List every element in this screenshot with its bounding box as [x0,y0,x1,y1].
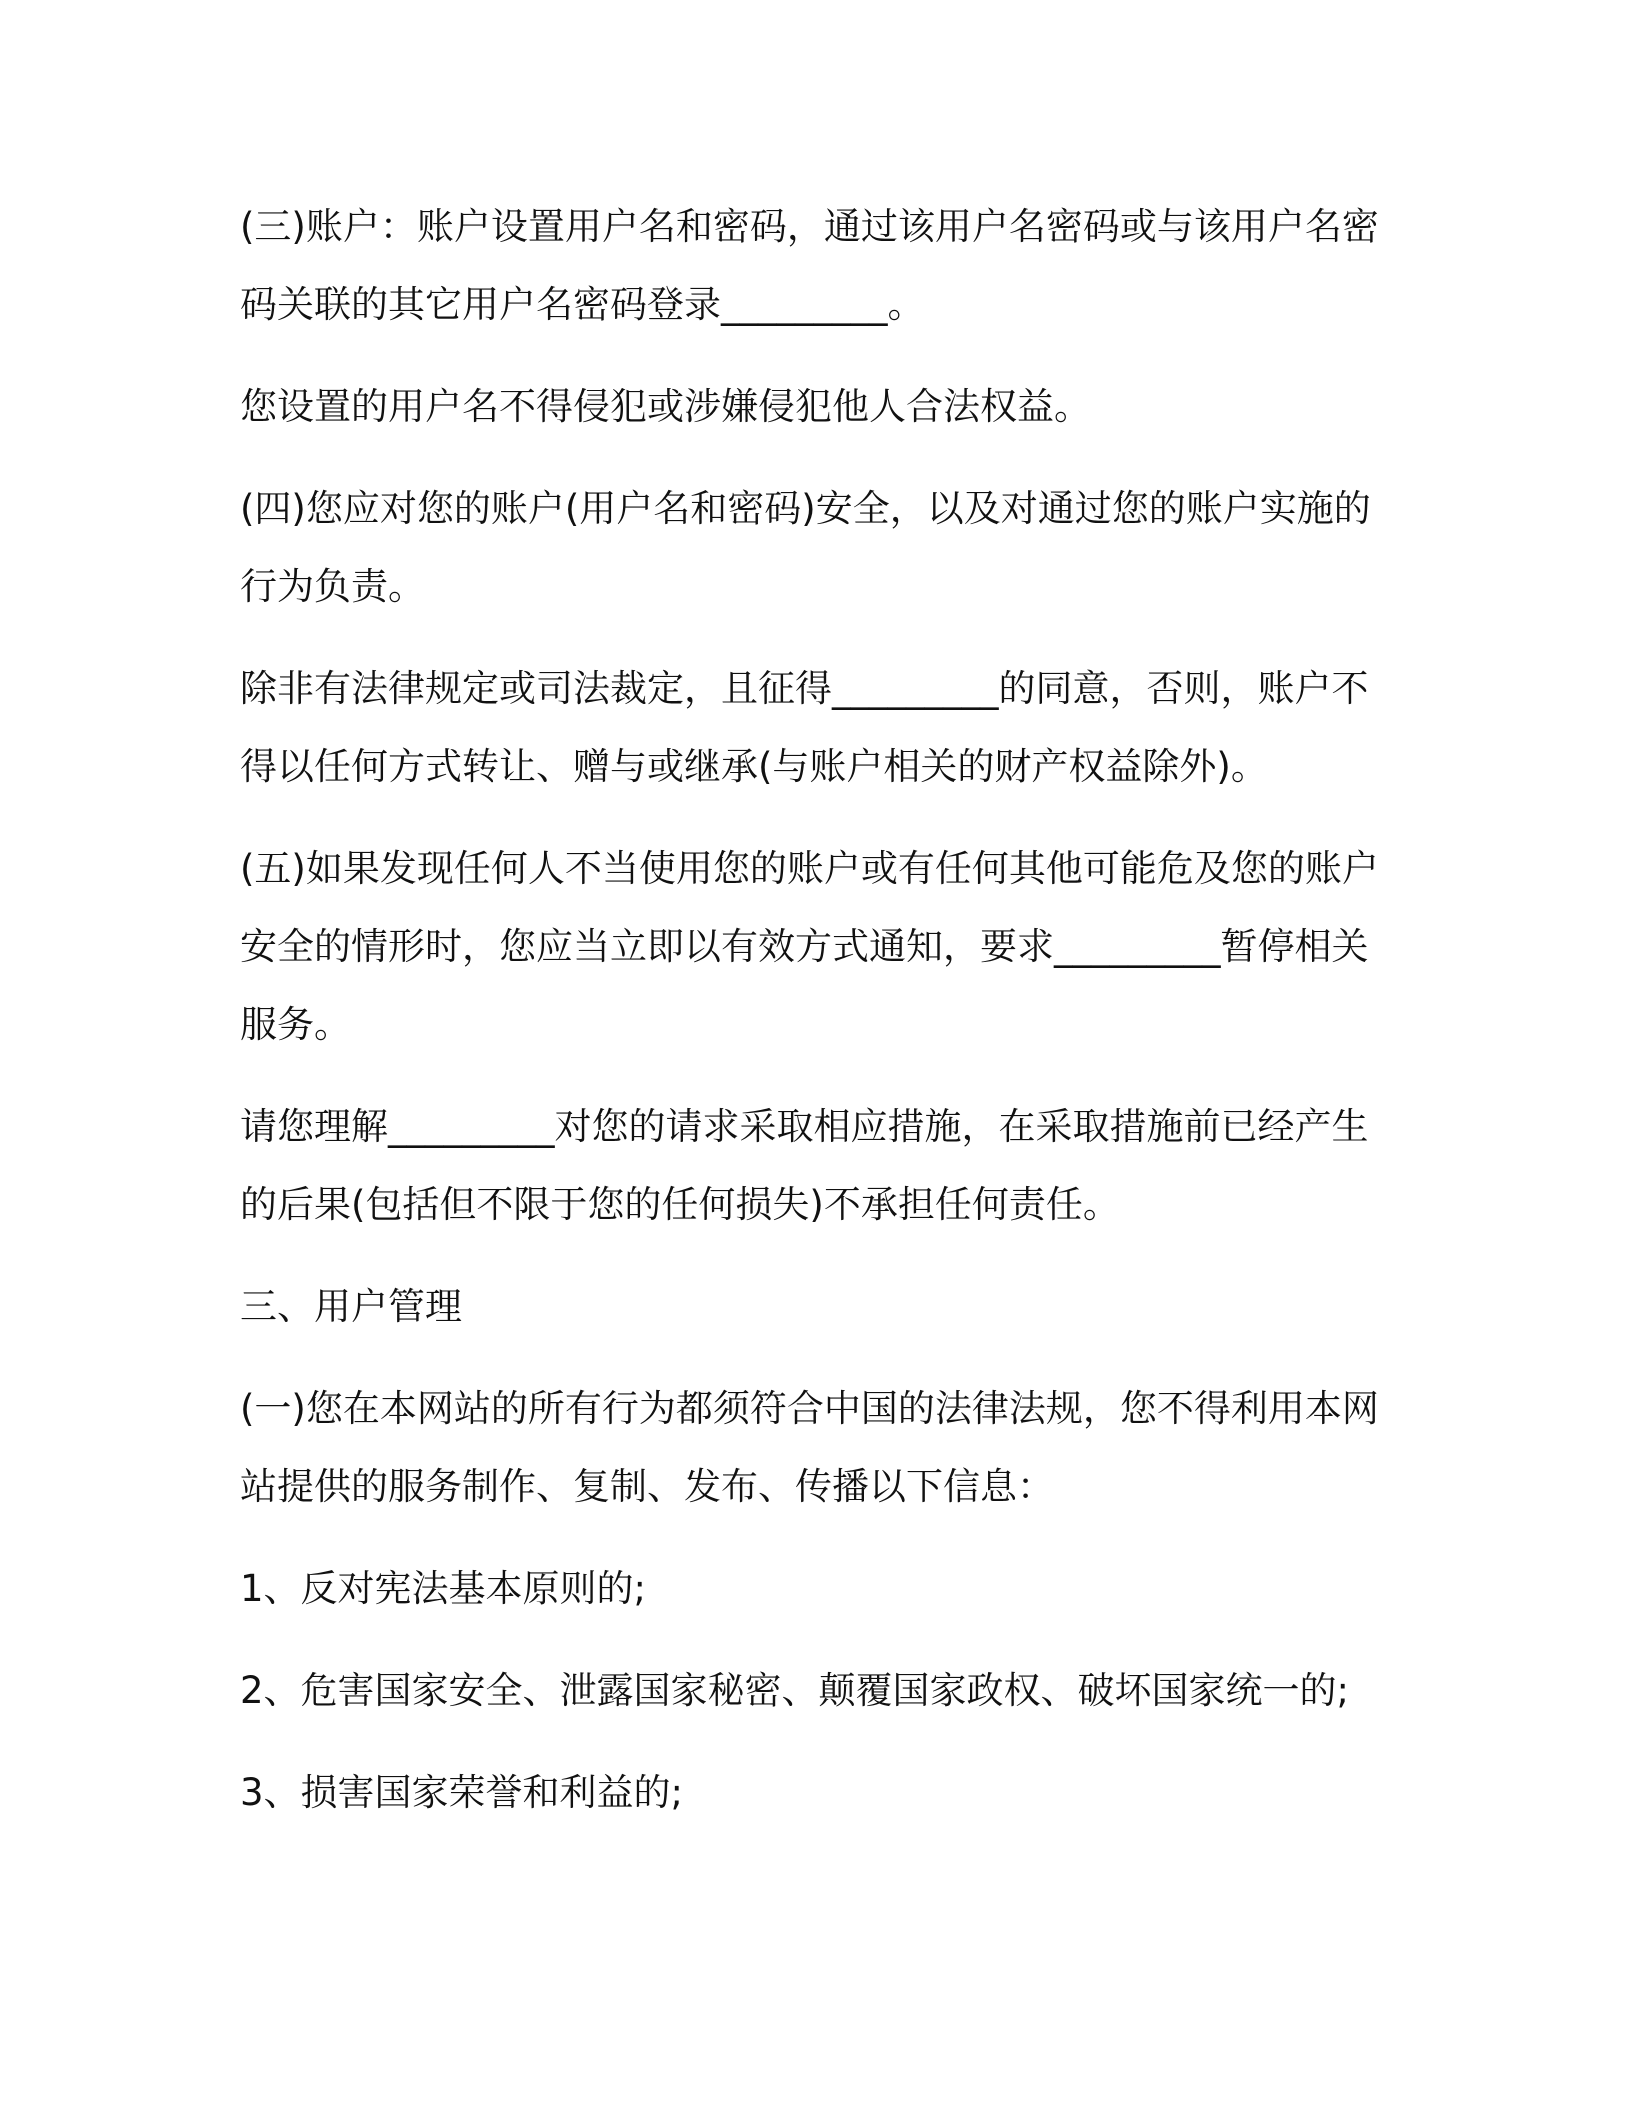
document-body [240,188,1400,1856]
paragraph-username-rights: 您设置的用户名不得侵犯或涉嫌侵犯他人合法权益。 [240,385,1091,428]
paragraph-account-security: (四)您应对您的账户(用户名和密码)安全，以及对通过您的账户实施的行为负责。 [240,487,1371,608]
paragraph-legal-compliance: (一)您在本网站的所有行为都须符合中国的法律法规，您不得利用本网站提供的服务制作、复制、发布、传播以下信息： [240,1387,1379,1508]
list-item-2: 2、危害国家安全、泄露国家秘密、颠覆国家政权、破坏国家统一的; [240,1669,1350,1712]
section-heading-user-management: 三、用户管理 [240,1285,462,1328]
paragraph-misuse-notice: (五)如果发现任何人不当使用您的账户或有任何其他可能危及您的账户安全的情形时，您应当立即以有效方式通知，要求_________暂停相关服务。 [240,847,1379,1046]
list-item-3: 3、损害国家荣誉和利益的; [240,1771,684,1814]
list-item-1: 1、反对宪法基本原则的; [240,1567,647,1610]
paragraph-account-setup: (三)账户：账户设置用户名和密码，通过该用户名密码或与该用户名密码关联的其它用户名密码登录_________。 [240,205,1379,326]
paragraph-liability: 请您理解_________对您的请求采取相应措施，在采取措施前已经产生的后果(包括但不限于您的任何损失)不承担任何责任。 [240,1105,1369,1226]
paragraph-account-transfer: 除非有法律规定或司法裁定，且征得_________的同意，否则，账户不得以任何方式转让、赠与或继承(与账户相关的财产权益除外)。 [240,667,1369,788]
